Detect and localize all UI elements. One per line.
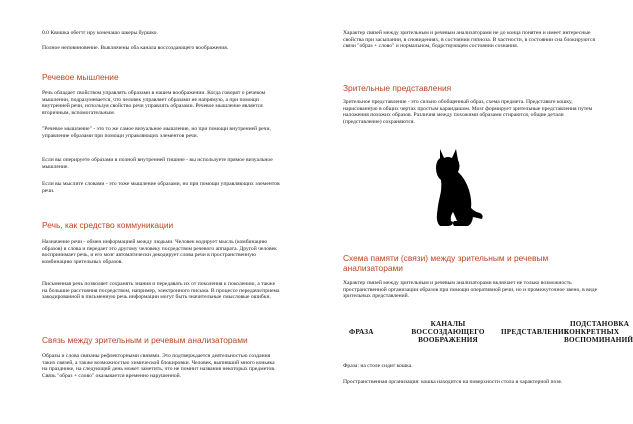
- right-page: [301, 0, 633, 424]
- left-page: [0, 0, 295, 424]
- cat-silhouette-icon: [423, 146, 485, 228]
- column-header-concrete-line1: ПОДСТАНОВКА: [570, 320, 630, 328]
- paragraph: Образы и слова связаны рефлекторными связями. Это подтверждается деятельностью создания таких связей, а также возможностью химической блокировки. Человек, выпивший много коньяка на празднике, на следующий день может заметить, что не помнит названия некоторых предметов. Связь "образ + слово" оказывается временно нарушенной.: [42, 353, 276, 379]
- section-heading: Зрительные представления: [343, 83, 452, 93]
- intro-line: 0.0 Квишка обегтг иру конечашо шкеры буршко.: [42, 30, 158, 36]
- paragraph: "Речевое мышление" - это то же самое визуальное мышление, но при помощи внутренней речи, управление образами при помощи управляющих элементов речи.: [42, 126, 271, 139]
- section-heading: Речь, как средство коммуникации: [42, 220, 174, 230]
- paragraph: Письменная речь позволяет сохранять знания и передавать их от поколения к поколению, а также на большие расстояния посредством, например, электронного письма. В процессе передачи/приема закодированной в письменную речь информации могут быть значительные смысловые ошибки.: [42, 281, 280, 301]
- paragraph: Если вы оперируете образами в полной внутренней тишине - вы используете прямое визуальное мышление.: [42, 157, 273, 170]
- intro-line: Полное неповиновение. Выключены оба канала воссоздающего воображения.: [42, 45, 229, 51]
- paragraph: Характер связей между зрительным и речевым анализаторами включает не только возможность пространственной организации образов при помощи оперативной речи, но и промежуточное звено, в виде зрительных представлений.: [343, 280, 598, 300]
- column-header-channels-line2: ВОССОЗДАЮЩЕГО: [411, 328, 485, 336]
- column-header-representation: ПРЕДСТАВЛЕНИЕ: [501, 328, 569, 336]
- paragraph: Речь обладает свойством управлять образами в нашем воображении. Когда говорят о речевом мышлении, подразумевается, что человек управляет образами не напрямую, а при помощи внутренней речи, используя свойство речи управлять образами. Речевое мышление является вторичным, вспомогательным.: [42, 90, 266, 116]
- column-header-channels-line3: ВООБРАЖЕНИЯ: [418, 336, 478, 344]
- paragraph: Характер связей между зрительным и речевым анализаторами не до конца понятен и имеет интересные свойства при засыпании, в сновидениях, в состоянии гипноза. В частности, в состоянии сна блокируются связи "образ + слово" и нормальном, бодрствующем состоянии сознания.: [343, 30, 596, 50]
- column-header-concrete-line3: ВОСПОМИНАНИЙ: [564, 336, 633, 344]
- paragraph: Зрительное представление - это сильно обобщенный образ, схема предмета. Представьте кошку, нарисованную в общих чертах простым карандашом. Мозг формирует зрительные представления путем наложения похожих образов. Различия между похожими образами стираются, общие детали (представление) сохраняются.: [343, 99, 593, 125]
- column-header-concrete-line2: КОНКРЕТНЫХ: [564, 328, 620, 336]
- left-column: [42, 0, 280, 424]
- section-heading: Речевое мышление: [42, 72, 119, 82]
- paragraph: Если вы мыслите словами - это тоже мышление образами, но при помощи управляющих элементов речи.: [42, 181, 280, 194]
- right-column: [343, 0, 633, 424]
- column-header-channels-line1: КАНАЛЫ: [430, 320, 466, 328]
- paragraph: Фраза: на столе сидит кошка.: [343, 363, 413, 369]
- paragraph: Назначение речи - обмен информацией между людьми. Человек кодирует мысль (комбинацию образов) в слова и передает это другому человеку посредством речевого аппарата. Другой человек воспринимает речь, и его мозг автоматически декодирует слова речи в пространственную комбинацию зрительных образов.: [42, 239, 277, 265]
- paragraph: Пространственная организация: кошка находится на поверхности стола в характерной позе.: [343, 379, 563, 385]
- column-header-phrase: ФРАЗА: [349, 328, 374, 336]
- section-heading: Связь между зрительным и речевым анализаторами: [42, 335, 248, 345]
- section-heading: Схема памяти (связи) между зрительным и речевым анализаторами: [343, 253, 549, 273]
